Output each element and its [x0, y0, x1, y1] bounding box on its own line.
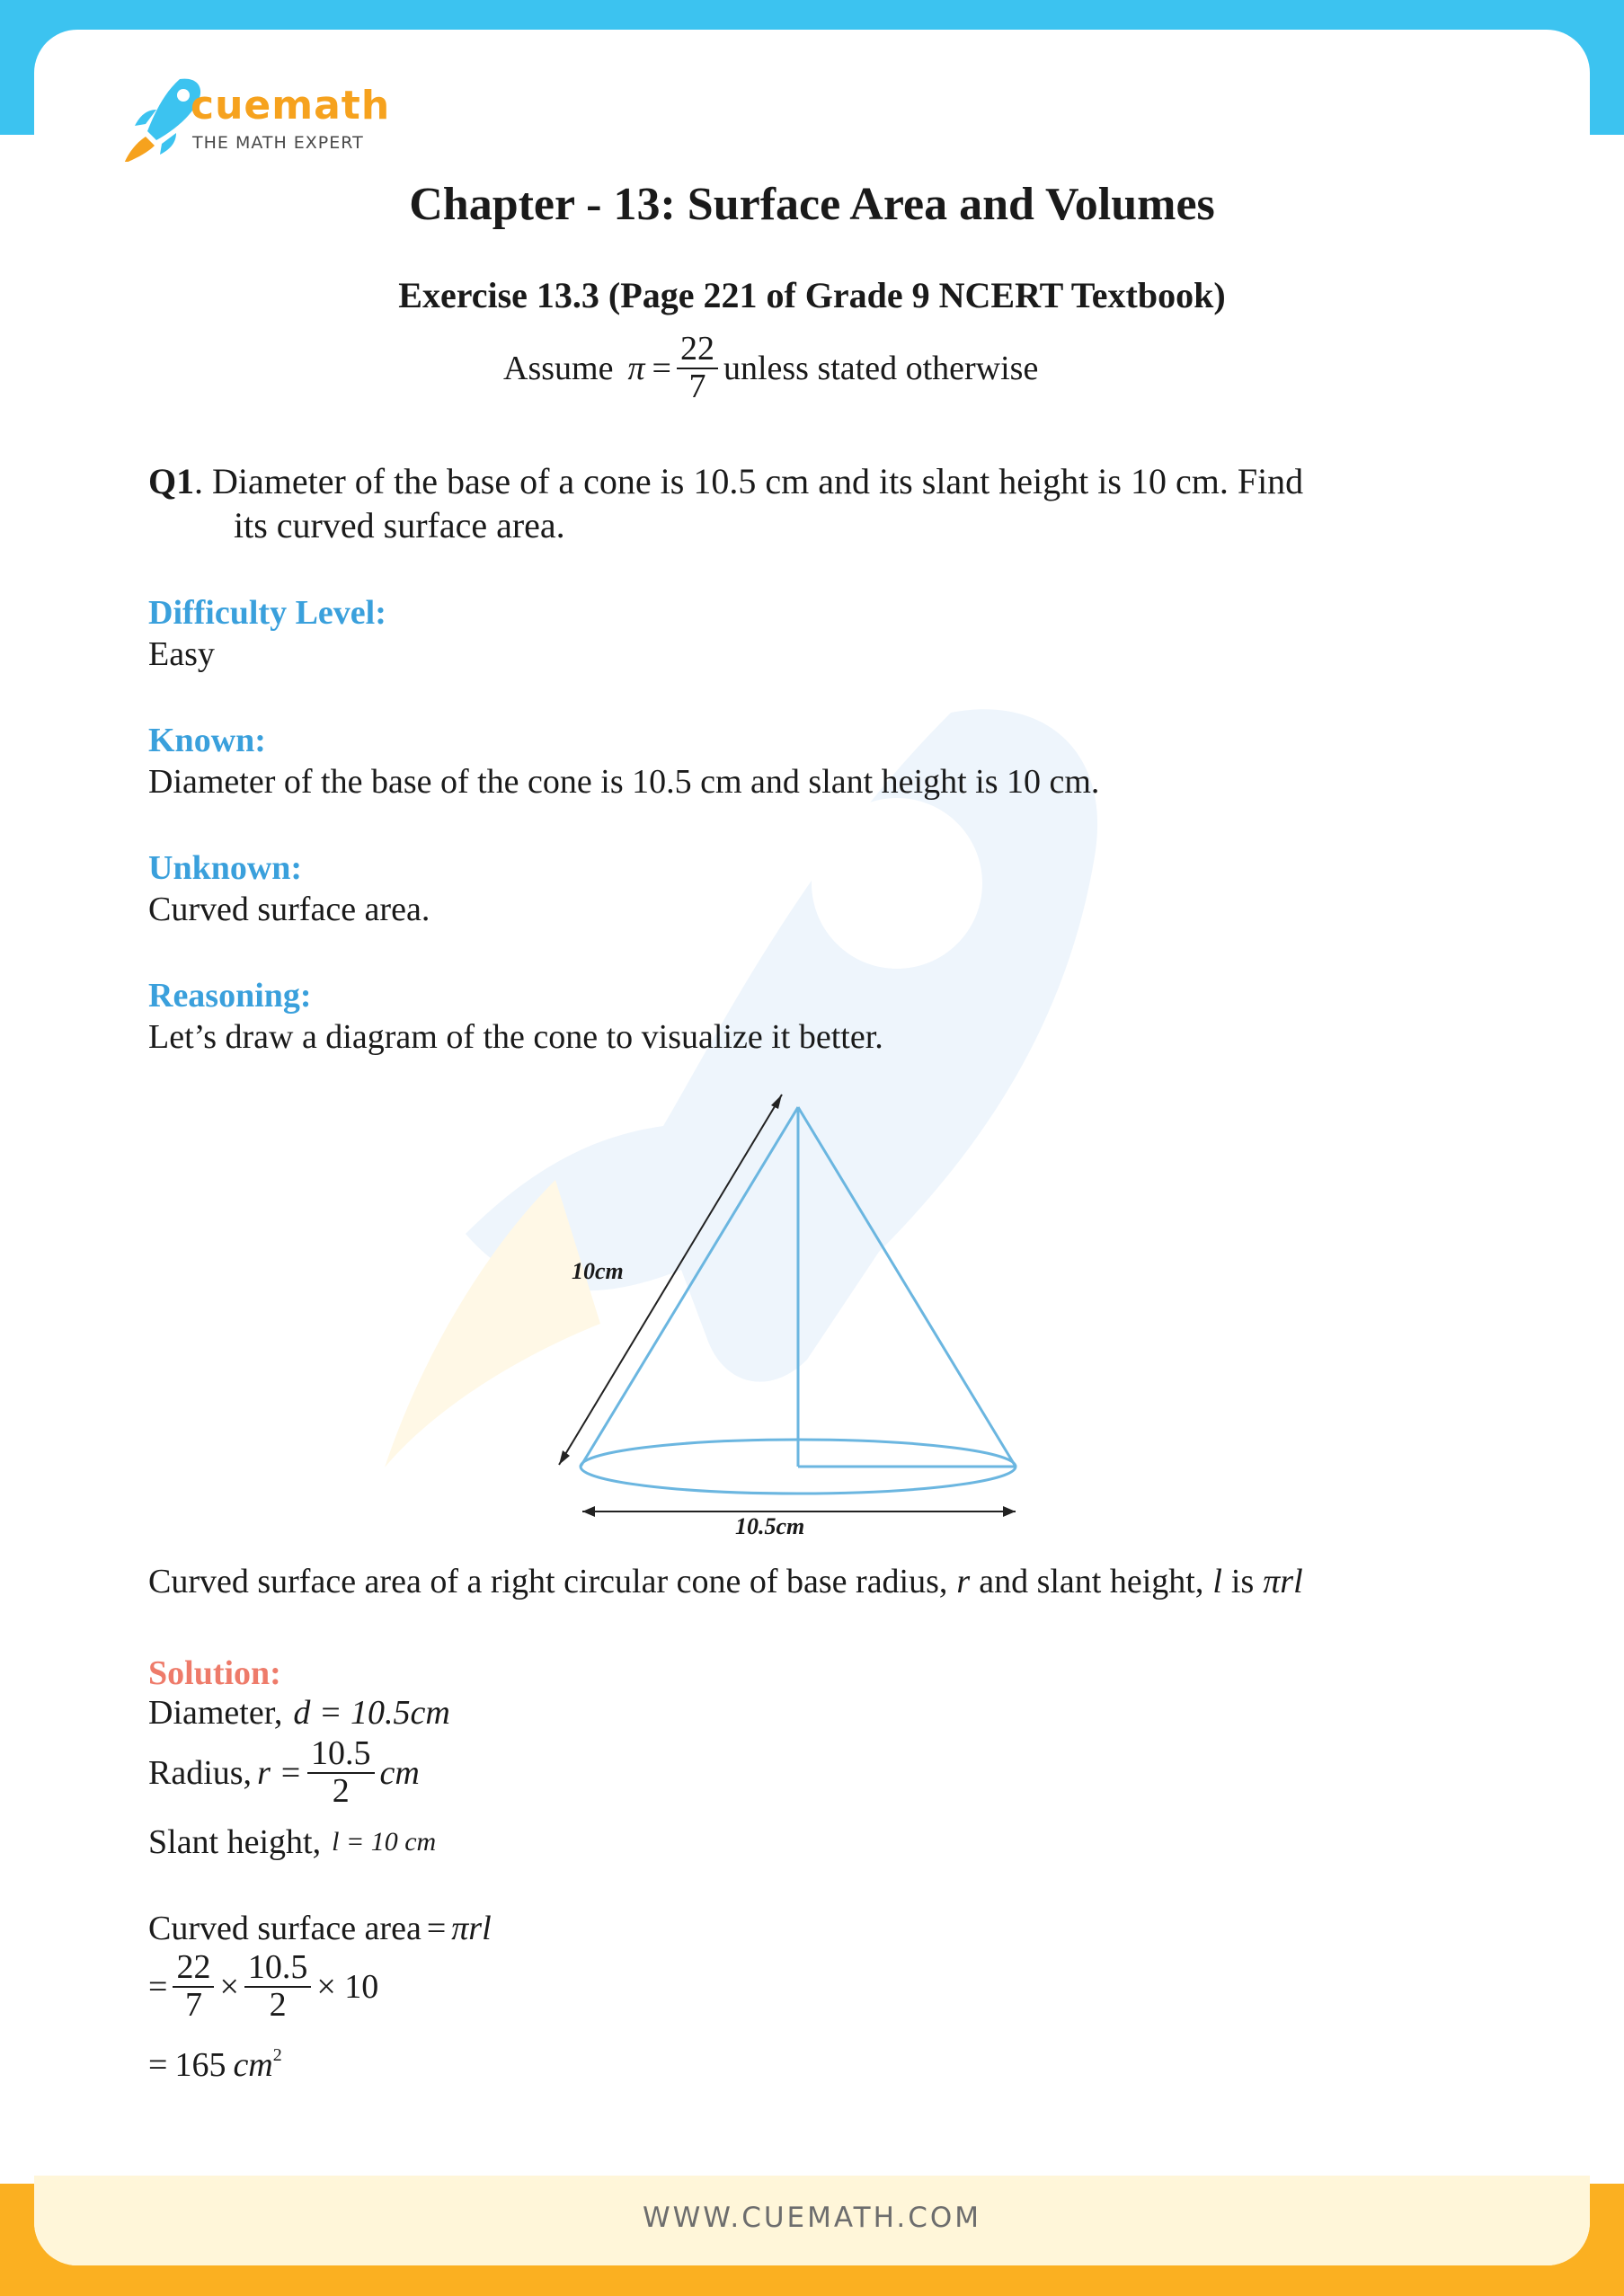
pi-symbol: π [627, 350, 645, 387]
radius-line [148, 1736, 420, 1810]
csa-formula-statement [148, 1562, 1303, 1601]
csa-line [148, 1909, 492, 1948]
pi-numerator: 22 [677, 332, 718, 369]
reasoning-text: Let’s draw a diagram of the cone to visualize it better. [148, 1018, 883, 1056]
unknown-heading: Unknown: [148, 849, 303, 887]
slant-height-expr: l = 10 cm [332, 1827, 437, 1857]
step-fraction-2 [244, 1950, 312, 2024]
assume-equals: = [652, 350, 671, 387]
step-times-1: × [219, 1967, 239, 2006]
formula-l: l [1212, 1563, 1222, 1600]
slant-arrow-top [771, 1095, 782, 1109]
step-numerator-2: 10.5 [244, 1950, 312, 1988]
slant-arrow-bottom [559, 1450, 570, 1465]
reasoning-heading: Reasoning: [148, 977, 312, 1015]
diameter-line [148, 1693, 450, 1733]
result-unit: cm [233, 2046, 273, 2084]
base-arrow-left [582, 1506, 595, 1517]
step-equals: = [148, 1967, 168, 2006]
difficulty-heading: Difficulty Level: [148, 594, 386, 632]
question-line-2: its curved surface area. [234, 505, 565, 545]
formula-is: is [1230, 1563, 1255, 1600]
unknown-text: Curved surface area. [148, 891, 430, 928]
csa-expr: πrl [451, 1910, 492, 1947]
diameter-expr: d = 10.5cm [293, 1694, 450, 1732]
known-heading: Known: [148, 722, 266, 759]
slant-line [148, 1822, 436, 1862]
slant-label: 10cm [572, 1258, 624, 1284]
cone-right-slant [798, 1107, 1016, 1467]
radius-label: Radius, [148, 1753, 253, 1792]
page-title: Chapter - 13: Surface Area and Volumes [409, 179, 1215, 230]
result-value: 165 [174, 2046, 226, 2084]
brand-name: cuemath [191, 83, 391, 129]
formula-expr: πrl [1263, 1563, 1303, 1600]
step-times-2: × 10 [316, 1967, 379, 2006]
known-text: Diameter of the base of the cone is 10.5 cm and slant height is 10 cm. [148, 763, 1100, 801]
radius-numerator: 10.5 [307, 1736, 375, 1774]
csa-equals: = [426, 1910, 447, 1947]
solution-heading: Solution: [148, 1654, 281, 1692]
formula-text: Curved surface area of a right circular cone of base radius, [148, 1563, 948, 1600]
radius-denominator: 2 [332, 1771, 350, 1810]
step-numerator-1: 22 [173, 1950, 214, 1988]
slant-height-label: Slant height, [148, 1823, 322, 1861]
base-arrow-right [1003, 1506, 1016, 1517]
radius-fraction [307, 1736, 375, 1810]
formula-and: and slant height, [979, 1563, 1204, 1600]
cone-diagram [539, 1078, 1043, 1546]
pi-denominator: 7 [688, 368, 706, 405]
pi-fraction [677, 332, 718, 405]
radius-var: r = [257, 1753, 302, 1792]
result-line [148, 2045, 282, 2085]
question-line-1: . Diameter of the base of a cone is 10.5 cm and its slant height is 10 cm. Find [194, 461, 1304, 501]
diameter-label: Diameter, [148, 1694, 283, 1732]
assume-suffix: unless stated otherwise [723, 350, 1039, 387]
cone-left-slant [581, 1107, 798, 1467]
exercise-subtitle: Exercise 13.3 (Page 221 of Grade 9 NCERT Textbook) [398, 275, 1226, 315]
result-exponent: 2 [272, 2045, 282, 2065]
csa-label: Curved surface area [148, 1910, 422, 1947]
step-denominator-2: 2 [269, 1985, 287, 2024]
difficulty-text: Easy [148, 635, 215, 673]
result-equals: = [148, 2046, 168, 2084]
question-label: Q1 [148, 461, 195, 501]
assume-prefix: Assume [503, 350, 614, 387]
assume-line [503, 324, 1038, 413]
footer-url[interactable]: WWW.CUEMATH.COM [642, 2202, 982, 2234]
base-label: 10.5cm [735, 1513, 805, 1539]
brand-tagline: THE MATH EXPERT [192, 133, 364, 153]
step-denominator-1: 7 [184, 1985, 202, 2024]
step-fraction-1 [173, 1950, 214, 2024]
csa-step-line [148, 1950, 378, 2024]
radius-unit: cm [379, 1753, 420, 1792]
formula-r: r [956, 1563, 971, 1600]
